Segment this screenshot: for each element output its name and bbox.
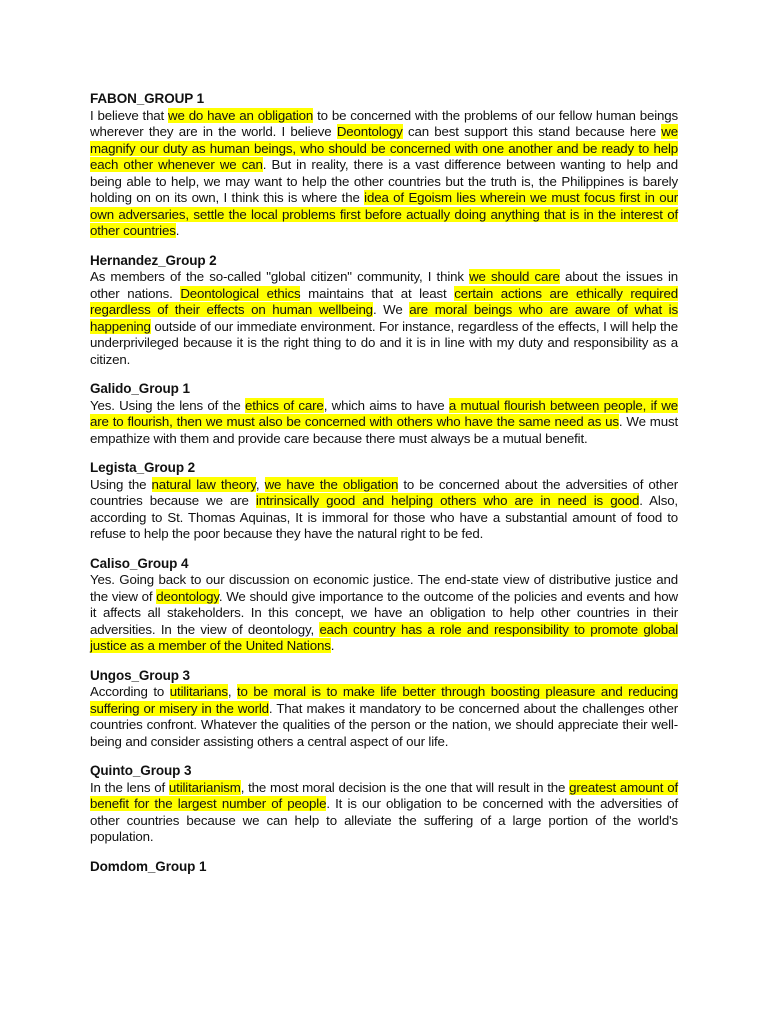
text-segment: to be concerned with the problems of our fellow human beings wherever they are in the world. I believe [90, 107, 678, 139]
entry-response-text [90, 684, 678, 750]
entry-author-heading: Legista_Group 2 [90, 460, 196, 475]
entry-2 [90, 381, 678, 447]
text-segment: . [330, 638, 335, 653]
entry-response-text [90, 780, 678, 846]
entry-6 [90, 763, 678, 846]
entry-response-text [90, 572, 678, 655]
text-segment: about the issues in other nations. [90, 269, 678, 301]
text-segment: outside of our immediate environment. For instance, regardless of the effects, I will help the underprivileged because it is the right thing to do and it is in line with my duty and responsibility as a citizen. [90, 318, 678, 367]
text-segment: . That makes it mandatory to be concerned about the challenges other countries confront. Whatever the qualities of the person or the nation, we should appreciate their well-being and consider assisting others a central aspect of our life. [90, 700, 678, 749]
highlighted-text: ethics of care [245, 397, 324, 413]
entry-response-text [90, 398, 678, 448]
highlighted-text: natural law theory [151, 476, 256, 492]
entry-author-heading: Ungos_Group 3 [90, 667, 190, 683]
entry-response-text [90, 477, 678, 543]
highlighted-text: are moral beings who are aware of what is happening [90, 302, 678, 334]
text-segment: In the lens of [90, 779, 169, 795]
highlighted-text: utilitarianism [168, 779, 241, 795]
entry-author-heading: Quinto_Group 3 [90, 763, 192, 778]
entry-response-text [90, 108, 678, 240]
text-segment: , the most moral decision is the one that will result in the [240, 779, 570, 795]
highlighted-text: we magnify our duty as human beings, who should be concerned with one another and be ready to help each other whenever we can [90, 124, 678, 172]
text-segment: According to [90, 684, 170, 699]
document-page [90, 91, 678, 888]
entry-1 [90, 253, 678, 369]
text-segment: . [175, 223, 180, 238]
text-segment: I believe that [90, 107, 169, 123]
text-segment: . We must empathize with them and provide care because there must always be a mutual benefit. [90, 414, 678, 446]
text-segment: . But in reality, there is a vast difference between wanting to help and being able to help, we may want to help the other countries but the truth is, the Philippines is barely holding on on its own, I think this is where the [90, 157, 678, 205]
text-segment: , [255, 476, 265, 492]
entry-0 [90, 91, 678, 240]
text-segment: Yes. Using the lens of the [90, 397, 246, 413]
text-segment: can best support this stand because here [402, 124, 662, 139]
highlighted-text: we should care [469, 269, 560, 284]
highlighted-text: Deontology [336, 124, 403, 139]
highlighted-text: we have the obligation [264, 476, 399, 492]
entry-7 [90, 859, 678, 876]
text-segment: maintains that at least [300, 285, 455, 301]
entries-list [90, 91, 678, 875]
highlighted-text: deontology [156, 588, 219, 604]
text-segment: . Also, according to St. Thomas Aquinas, It is immoral for those who have a substantial amount of food to refuse to help the poor because they have the natural right to be fed. [90, 493, 678, 541]
text-segment: Yes. Going back to our discussion on economic justice. The end-state view of distributive justice and the view of [90, 572, 678, 604]
entry-author-heading: Caliso_Group 4 [90, 555, 189, 571]
entry-author-heading: Domdom_Group 1 [90, 858, 207, 874]
entry-4 [90, 556, 678, 655]
highlighted-text: idea of Egoism lies wherein we must focus first in our own adversaries, settle the local problems first before actually doing anything that is in the interest of other countries [90, 190, 678, 238]
entry-author-heading: Hernandez_Group 2 [90, 252, 217, 268]
highlighted-text: we do have an obligation [168, 107, 314, 123]
highlighted-text: Deontological ethics [180, 285, 301, 301]
entry-5 [90, 668, 678, 751]
text-segment: Using the [90, 476, 152, 492]
highlighted-text: a mutual flourish between people, if we are to flourish, then we must also be concerned with others who have the same need as us [90, 397, 679, 429]
highlighted-text: each country has a role and responsibility to promote global justice as a member of the United Nations [90, 621, 678, 653]
text-segment: As members of the so-called "global citizen" community, I think [90, 269, 470, 284]
text-segment: . We should give importance to the outcome of the policies and events and how it affects all stakeholders. In this concept, we have an obligation to help other countries in their adversities. In the view of deontology, [90, 588, 678, 637]
highlighted-text: certain actions are ethically required regardless of their effects on human wellbeing [90, 285, 678, 317]
text-segment: to be concerned about the adversities of other countries because we are [90, 476, 678, 508]
entry-response-text [90, 269, 678, 368]
text-segment: , [227, 684, 237, 699]
entry-author-heading: FABON_GROUP 1 [90, 91, 204, 106]
highlighted-text: intrinsically good and helping others who are in need is good [255, 493, 640, 508]
text-segment: . It is our obligation to be concerned with the adversities of other countries because we can help to alleviate the suffering of a large portion of the world's population. [90, 796, 679, 844]
text-segment: . We [372, 302, 410, 317]
highlighted-text: to be moral is to make life better through boosting pleasure and reducing suffering or misery in the world [90, 684, 678, 716]
highlighted-text: utilitarians [169, 684, 228, 699]
entry-author-heading: Galido_Group 1 [90, 381, 190, 396]
highlighted-text: greatest amount of benefit for the largest number of people [90, 779, 678, 811]
entry-3 [90, 460, 678, 543]
text-segment: , which aims to have [323, 397, 449, 413]
